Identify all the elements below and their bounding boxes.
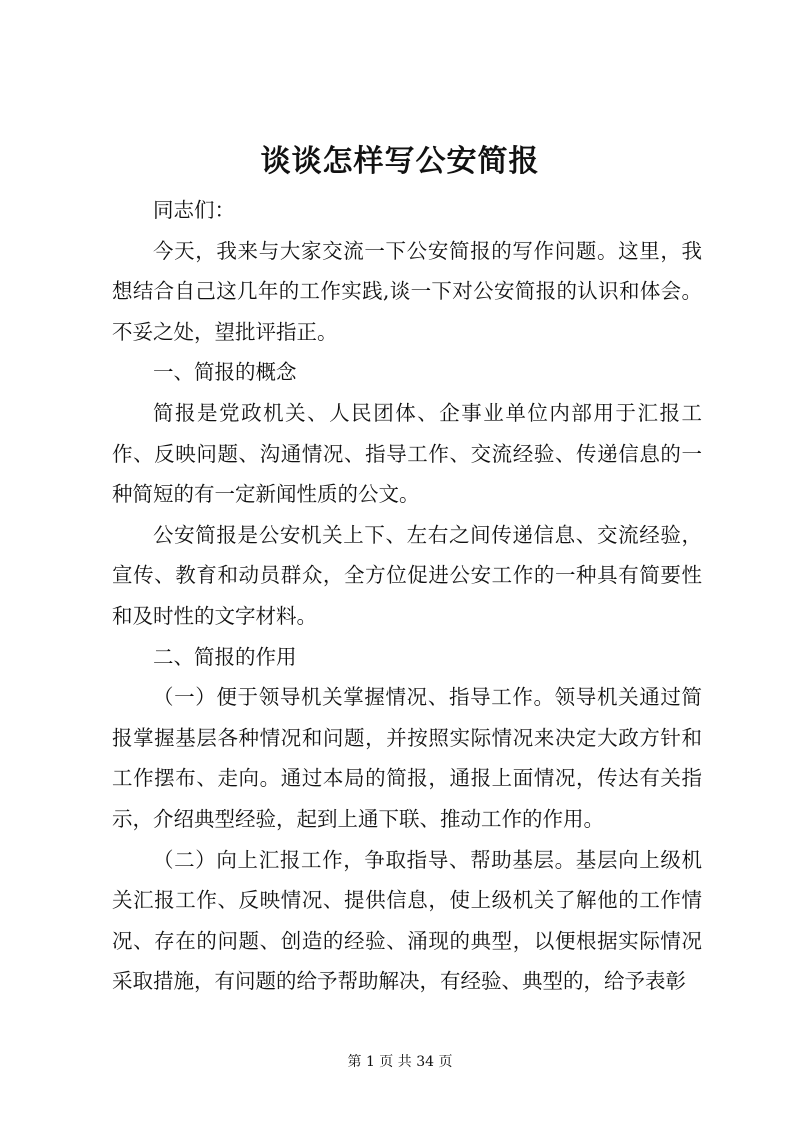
document-body [112, 190, 702, 1002]
section-heading-concept: 一、简报的概念 [153, 360, 297, 385]
section-heading-role: 二、简报的作用 [153, 644, 297, 669]
paragraph-role-1: （一）便于领导机关掌握情况、指导工作。领导机关通过简报掌握基层各种情况和问题，并按照实际情况来决定大政方针和工作摆布、走向。通过本局的简报，通报上面情况，传达有关指示，介绍典型经验，起到上通下联、推动工作的作用。 [112, 685, 702, 831]
paragraph-police-briefing-definition: 公安简报是公安机关上下、左右之间传递信息、交流经验，宣传、教育和动员群众，全方位促进公安工作的一种具有简要性和及时性的文字材料。 [112, 522, 702, 628]
paragraph-role-2: （二）向上汇报工作，争取指导、帮助基层。基层向上级机关汇报工作、反映情况、提供信息，使上级机关了解他的工作情况、存在的问题、创造的经验、涌现的典型，以便根据实际情况采取措施，有问题的给予帮助解决，有经验、典型的，给予表彰 [112, 847, 702, 994]
document-title: 谈谈怎样写公安简报 [260, 144, 540, 179]
page-number-footer: 第 1 页 共 34 页 [347, 1054, 453, 1070]
paragraph-intro: 今天，我来与大家交流一下公安简报的写作问题。这里，我想结合自己这几年的工作实践,谈一下对公安简报的认识和体会。不妥之处，望批评指正。 [112, 238, 702, 344]
paragraph-concept-definition: 简报是党政机关、人民团体、企事业单位内部用于汇报工作、反映问题、沟通情况、指导工作、交流经验、传递信息的一种简短的有一定新闻性质的公文。 [112, 400, 702, 507]
salutation: 同志们： [153, 198, 235, 222]
